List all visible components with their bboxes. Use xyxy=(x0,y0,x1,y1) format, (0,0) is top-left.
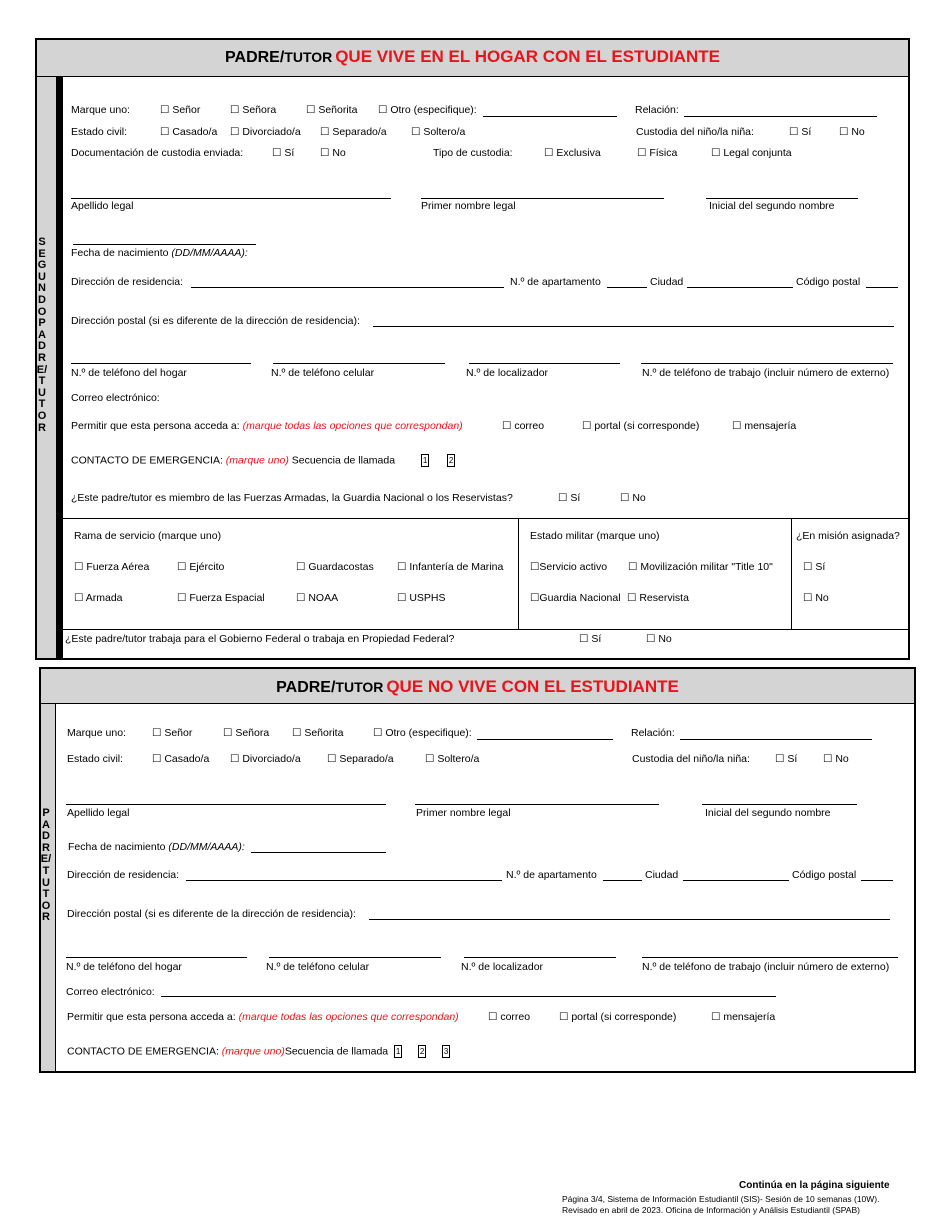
tel-trabajo-field[interactable] xyxy=(641,363,893,364)
custodia-no-checkbox[interactable]: ☐ No xyxy=(823,753,849,765)
usphs-checkbox[interactable]: ☐ USPHS xyxy=(397,592,446,604)
secuencia-text: Secuencia de llamada xyxy=(284,1045,389,1058)
marque-uno-label: Marque uno: xyxy=(71,104,130,116)
fisica-checkbox[interactable]: ☐ Física xyxy=(637,147,678,159)
portal-checkbox[interactable]: ☐ portal (si corresponde) xyxy=(582,420,700,432)
side-letter: E xyxy=(38,247,46,260)
apellido-label: Apellido legal xyxy=(67,807,130,819)
mision-label: ¿En misión asignada? xyxy=(796,530,900,542)
fecha-text: Fecha de nacimiento xyxy=(71,247,172,259)
otro-field[interactable] xyxy=(483,116,617,117)
direccion-label: Dirección de residencia: xyxy=(67,869,180,881)
primer-nombre-label: Primer nombre legal xyxy=(416,807,511,819)
localizador-field[interactable] xyxy=(464,957,616,958)
grid-divider xyxy=(518,518,519,629)
side-letter: R xyxy=(38,351,46,364)
side-letter: U xyxy=(42,876,50,889)
servicio-activo-checkbox[interactable]: ☐Servicio activo xyxy=(530,561,608,573)
side-letter: A xyxy=(38,328,46,341)
permitir-label xyxy=(71,420,463,432)
tel-trabajo-label: N.º de teléfono de trabajo (incluir número de externo) xyxy=(642,367,890,379)
inicial-field[interactable] xyxy=(702,804,857,805)
side-letter: O xyxy=(37,409,47,422)
grid-top xyxy=(61,518,908,519)
correo-label: Correo electrónico: xyxy=(66,986,155,998)
side-letter: E/ xyxy=(40,853,52,866)
side-label xyxy=(39,808,53,924)
tel-trabajo-field[interactable] xyxy=(642,957,898,958)
side-letter: T xyxy=(38,398,46,411)
mensajeria-checkbox[interactable]: ☐ mensajería xyxy=(711,1011,776,1023)
exclusiva-checkbox[interactable]: ☐ Exclusiva xyxy=(544,147,601,159)
title-part: PADRE/ xyxy=(276,679,336,696)
infanteria-checkbox[interactable]: ☐ Infantería de Marina xyxy=(397,561,504,573)
militar-si-checkbox[interactable]: ☐ Sí xyxy=(558,492,581,504)
mision-si-checkbox[interactable]: ☐ Sí xyxy=(803,561,826,573)
fuerza-espacial-checkbox[interactable]: ☐ Fuerza Espacial xyxy=(177,592,265,604)
apartamento-field[interactable] xyxy=(607,287,647,288)
emergencia-label xyxy=(67,1045,454,1058)
federal-question: ¿Este padre/tutor trabaja para el Gobierno Federal o trabaja en Propiedad Federal? xyxy=(65,633,455,645)
localizador-field[interactable] xyxy=(469,363,620,364)
codigo-postal-label: Código postal xyxy=(796,276,861,288)
inicial-label: Inicial del segundo nombre xyxy=(709,200,835,212)
otro-checkbox[interactable]: ☐ Otro (especifique): xyxy=(378,104,477,116)
correo-label: Correo electrónico: xyxy=(71,392,160,404)
title-highlight: QUE VIVE EN EL HOGAR CON EL ESTUDIANTE xyxy=(335,47,720,66)
side-letter: S xyxy=(38,236,46,248)
otro-field[interactable] xyxy=(477,739,613,740)
divorciado-checkbox[interactable]: ☐ Divorciado/a xyxy=(230,753,301,765)
side-letter: T xyxy=(42,864,50,877)
ejercito-checkbox[interactable]: ☐ Ejército xyxy=(177,561,225,573)
doc-si-checkbox[interactable]: ☐ Sí xyxy=(272,147,295,159)
senorita-checkbox[interactable]: ☐ Señorita xyxy=(306,104,358,116)
localizador-label: N.º de localizador xyxy=(461,961,544,973)
casado-checkbox[interactable]: ☐ Casado/a xyxy=(160,126,218,138)
marque-uno-label: Marque uno: xyxy=(67,727,126,739)
senor-checkbox[interactable]: ☐ Señor xyxy=(160,104,201,116)
side-letter: P xyxy=(42,807,50,819)
codigo-postal-label: Código postal xyxy=(792,869,857,881)
title-part: TUTOR xyxy=(284,49,333,65)
permitir-text: Permitir que esta persona acceda a: xyxy=(71,420,243,432)
seq-1-checkbox[interactable]: 1 xyxy=(395,1047,401,1056)
ciudad-field[interactable] xyxy=(683,880,789,881)
relacion-label: Relación: xyxy=(635,104,679,116)
tel-trabajo-label: N.º de teléfono de trabajo (incluir número de externo) xyxy=(642,961,890,973)
guardacostas-checkbox[interactable]: ☐ Guardacostas xyxy=(296,561,374,573)
side-letter: E/ xyxy=(36,363,48,376)
noaa-checkbox[interactable]: ☐ NOAA xyxy=(296,592,339,604)
custodia-label: Custodia del niño/la niña: xyxy=(632,753,750,765)
side-letter: T xyxy=(38,375,46,388)
fecha-format: (DD/MM/AAAA): xyxy=(168,841,245,853)
permitir-hint: (marque todas las opciones que correspondan) xyxy=(242,420,463,432)
primer-nombre-label: Primer nombre legal xyxy=(421,200,516,212)
side-label xyxy=(35,237,49,434)
secuencia-text: Secuencia de llamada xyxy=(288,454,396,467)
tel-celular-label: N.º de teléfono celular xyxy=(266,961,370,973)
rama-label: Rama de servicio (marque uno) xyxy=(74,530,222,542)
localizador-label: N.º de localizador xyxy=(466,367,549,379)
mensajeria-checkbox[interactable]: ☐ mensajería xyxy=(732,420,797,432)
divorciado-checkbox[interactable]: ☐ Divorciado/a xyxy=(230,126,301,138)
seq-2-checkbox[interactable]: 2 xyxy=(448,456,454,465)
relacion-field[interactable] xyxy=(684,116,877,117)
footer-line-2: Revisado en abril de 2023. Oficina de Información y Análisis Estudiantil (SPAB) xyxy=(562,1205,860,1215)
casado-checkbox[interactable]: ☐ Casado/a xyxy=(152,753,210,765)
section-header xyxy=(41,669,914,704)
apellido-label: Apellido legal xyxy=(71,200,134,212)
section-header xyxy=(37,40,908,77)
side-letter: U xyxy=(38,386,46,399)
tel-hogar-label: N.º de teléfono del hogar xyxy=(66,961,182,973)
side-letter: O xyxy=(41,899,51,912)
direccion-label: Dirección de residencia: xyxy=(71,276,184,288)
fecha-text: Fecha de nacimiento xyxy=(68,841,169,853)
apellido-field[interactable] xyxy=(66,804,386,805)
side-letter: P xyxy=(38,317,46,330)
federal-si-checkbox[interactable]: ☐ Sí xyxy=(579,633,602,645)
correo-field[interactable] xyxy=(161,996,776,997)
tipo-custodia-label: Tipo de custodia: xyxy=(433,147,513,159)
relacion-field[interactable] xyxy=(680,739,872,740)
estado-civil-label: Estado civil: xyxy=(67,753,124,765)
footer-line-1: Página 3/4, Sistema de Información Estudiantil (SIS)- Sesión de 10 semanas (10W). xyxy=(562,1194,880,1204)
custodia-si-checkbox[interactable]: ☐ Sí xyxy=(789,126,812,138)
side-letter: R xyxy=(42,911,50,924)
title-highlight: QUE NO VIVE CON EL ESTUDIANTE xyxy=(386,677,679,696)
custodia-si-checkbox[interactable]: ☐ Sí xyxy=(775,753,798,765)
primer-nombre-field[interactable] xyxy=(415,804,659,805)
apartamento-field[interactable] xyxy=(603,880,642,881)
permitir-label xyxy=(67,1011,459,1023)
title-part: TUTOR xyxy=(335,679,384,695)
senorita-checkbox[interactable]: ☐ Señorita xyxy=(292,727,344,739)
fecha-field[interactable] xyxy=(73,244,256,245)
separado-checkbox[interactable]: ☐ Separado/a xyxy=(320,126,387,138)
apartamento-label: N.º de apartamento xyxy=(506,869,597,881)
side-letter: A xyxy=(42,818,50,831)
emergencia-hint: (marque uno) xyxy=(225,454,289,467)
side-letter: R xyxy=(42,841,50,854)
direccion-field[interactable] xyxy=(191,287,504,288)
apartamento-label: N.º de apartamento xyxy=(510,276,601,288)
custodia-label: Custodia del niño/la niña: xyxy=(636,126,754,138)
emergencia-label xyxy=(71,454,459,467)
emergencia-text: CONTACTO DE EMERGENCIA: xyxy=(71,454,226,467)
side-letter: G xyxy=(37,259,47,272)
tel-celular-field[interactable] xyxy=(273,363,445,364)
side-letter: T xyxy=(42,888,50,901)
correo-checkbox[interactable]: ☐ correo xyxy=(488,1011,531,1023)
permitir-hint: (marque todas las opciones que correspondan) xyxy=(238,1011,459,1023)
relacion-label: Relación: xyxy=(631,727,675,739)
tel-hogar-label: N.º de teléfono del hogar xyxy=(71,367,187,379)
reservista-checkbox[interactable]: ☐ Reservista xyxy=(627,592,689,604)
ciudad-field[interactable] xyxy=(687,287,793,288)
movilizacion-checkbox[interactable]: ☐ Movilización militar "Title 10" xyxy=(628,561,773,573)
emergencia-text: CONTACTO DE EMERGENCIA: xyxy=(67,1045,222,1058)
side-letter: O xyxy=(37,305,47,318)
seq-2-checkbox[interactable]: 2 xyxy=(419,1047,425,1056)
guardia-checkbox[interactable]: ☐Guardia Nacional xyxy=(530,592,621,604)
otro-checkbox[interactable]: ☐ Otro (especifique): xyxy=(373,727,472,739)
direccion-postal-label: Dirección postal (si es diferente de la dirección de residencia): xyxy=(71,315,360,327)
portal-checkbox[interactable]: ☐ portal (si corresponde) xyxy=(559,1011,677,1023)
inicial-label: Inicial del segundo nombre xyxy=(705,807,831,819)
direccion-postal-field[interactable] xyxy=(373,326,894,327)
militar-question: ¿Este padre/tutor es miembro de las Fuerzas Armadas, la Guardia Nacional o los Reservistas? xyxy=(71,492,513,504)
side-divider xyxy=(57,77,63,658)
apellido-field[interactable] xyxy=(71,198,391,199)
senora-checkbox[interactable]: ☐ Señora xyxy=(230,104,277,116)
seq-3-checkbox[interactable]: 3 xyxy=(443,1047,449,1056)
title-part: PADRE/ xyxy=(225,49,285,66)
estado-militar-label: Estado militar (marque uno) xyxy=(530,530,660,542)
direccion-postal-field[interactable] xyxy=(369,919,890,920)
armada-checkbox[interactable]: ☐ Armada xyxy=(74,592,123,604)
codigo-postal-field[interactable] xyxy=(866,287,898,288)
grid-divider xyxy=(791,518,792,629)
primer-nombre-field[interactable] xyxy=(421,198,664,199)
tel-hogar-field[interactable] xyxy=(71,363,251,364)
ciudad-label: Ciudad xyxy=(650,276,684,288)
militar-no-checkbox[interactable]: ☐ No xyxy=(620,492,646,504)
continua-label: Continúa en la página siguiente xyxy=(739,1180,890,1191)
fecha-label xyxy=(68,841,245,853)
soltero-checkbox[interactable]: ☐ Soltero/a xyxy=(411,126,466,138)
ciudad-label: Ciudad xyxy=(645,869,679,881)
seq-1-checkbox[interactable]: 1 xyxy=(422,456,428,465)
fecha-format: (DD/MM/AAAA): xyxy=(171,247,248,259)
tel-celular-field[interactable] xyxy=(269,957,441,958)
senor-checkbox[interactable]: ☐ Señor xyxy=(152,727,193,739)
side-letter: D xyxy=(38,340,46,353)
estado-civil-label: Estado civil: xyxy=(71,126,128,138)
fuerza-aerea-checkbox[interactable]: ☐ Fuerza Aérea xyxy=(74,561,150,573)
doc-no-checkbox[interactable]: ☐ No xyxy=(320,147,346,159)
custodia-no-checkbox[interactable]: ☐ No xyxy=(839,126,865,138)
side-letter: D xyxy=(38,293,46,306)
permitir-text: Permitir que esta persona acceda a: xyxy=(67,1011,239,1023)
side-letter: N xyxy=(38,282,46,295)
emergencia-hint: (marque uno) xyxy=(221,1045,285,1058)
direccion-field[interactable] xyxy=(186,880,502,881)
side-letter: D xyxy=(42,830,50,843)
mision-no-checkbox[interactable]: ☐ No xyxy=(803,592,829,604)
fecha-label xyxy=(71,247,248,259)
soltero-checkbox[interactable]: ☐ Soltero/a xyxy=(425,753,480,765)
fecha-field[interactable] xyxy=(251,852,386,853)
codigo-postal-field[interactable] xyxy=(861,880,893,881)
direccion-postal-label: Dirección postal (si es diferente de la dirección de residencia): xyxy=(67,908,356,920)
separado-checkbox[interactable]: ☐ Separado/a xyxy=(327,753,394,765)
tel-celular-label: N.º de teléfono celular xyxy=(271,367,375,379)
grid-bottom xyxy=(61,629,908,630)
senora-checkbox[interactable]: ☐ Señora xyxy=(223,727,270,739)
tel-hogar-field[interactable] xyxy=(66,957,247,958)
correo-checkbox[interactable]: ☐ correo xyxy=(502,420,545,432)
federal-no-checkbox[interactable]: ☐ No xyxy=(646,633,672,645)
legal-conjunta-checkbox[interactable]: ☐ Legal conjunta xyxy=(711,147,792,159)
doc-custodia-label: Documentación de custodia enviada: xyxy=(71,147,244,159)
side-letter: U xyxy=(38,270,46,283)
side-letter: R xyxy=(38,421,46,434)
inicial-field[interactable] xyxy=(706,198,858,199)
